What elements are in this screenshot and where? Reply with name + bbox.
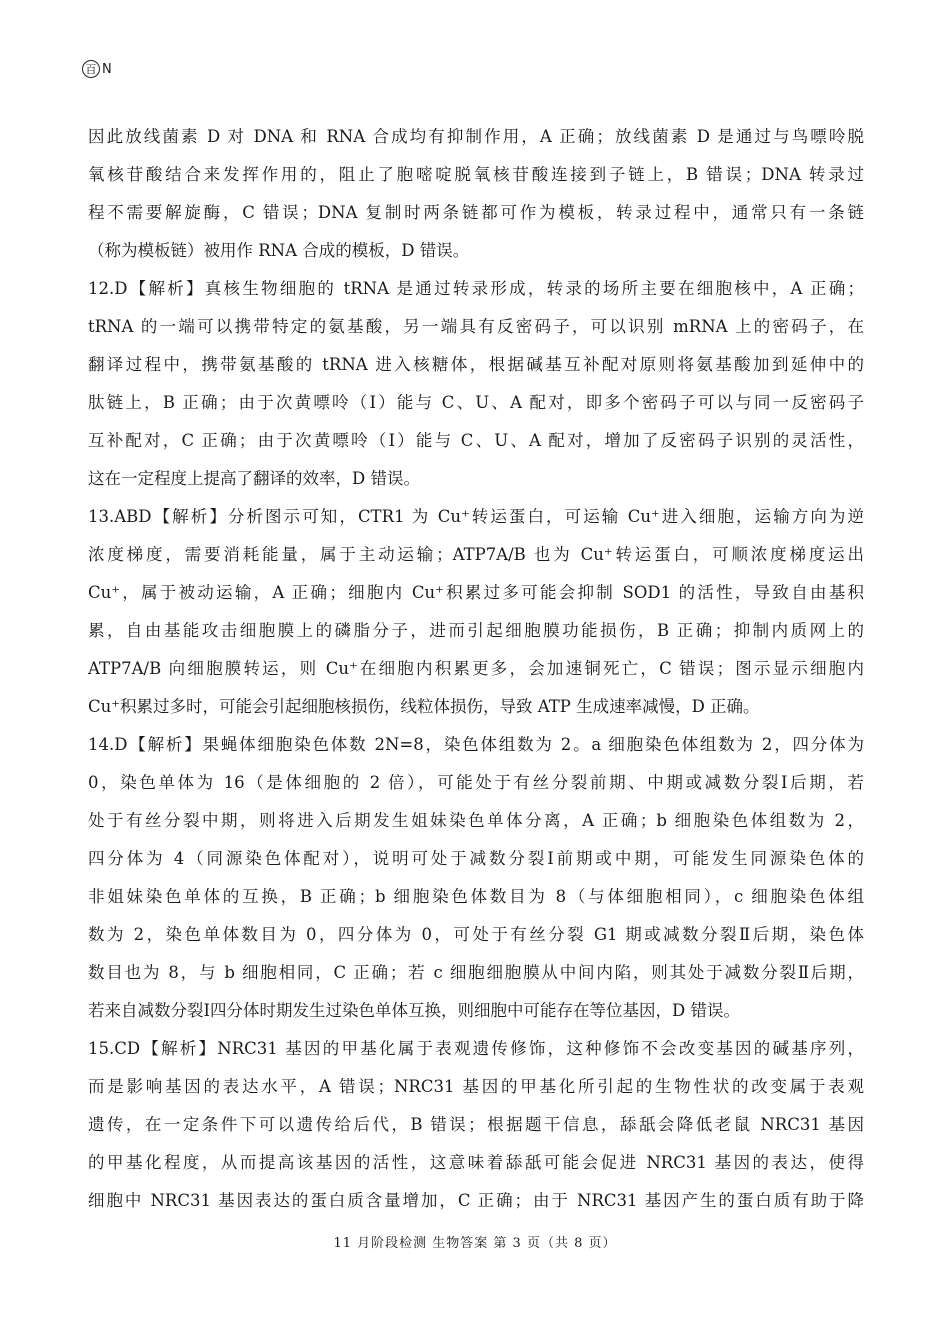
text-line: 互补配对，C 正确；由于次黄嘌呤（I）能与 C、U、A 配对，增加了反密码子识别的灵活性， xyxy=(88,431,864,450)
text-line: 数为 2，染色单体数目为 0，四分体为 0，可处于有丝分裂 G1 期或减数分裂Ⅱ后期，染色体 xyxy=(88,925,864,944)
text-line: tRNA 的一端可以携带特定的氨基酸，另一端具有反密码子，可以识别 mRNA 上的密码子，在 xyxy=(88,317,864,336)
text-line: 非姐妹染色单体的互换，B 正确；b 细胞染色体数目为 8（与体细胞相同），c 细胞染色体组 xyxy=(88,887,864,906)
logo xyxy=(82,58,112,80)
page-footer: 11 月阶段检测 生物答案 第 3 页（共 8 页） xyxy=(333,1236,617,1251)
text-line: 遗传，在一定条件下可以遗传给后代，B 错误；根据题干信息，舔舐会降低老鼠 NRC31 基因 xyxy=(88,1115,864,1134)
text-line: 氧核苷酸结合来发挥作用的，阻止了胞嘧啶脱氧核苷酸连接到子链上，B 错误；DNA 转录过 xyxy=(88,165,864,184)
text-line: ATP7A/B 向细胞膜转运，则 Cu⁺在细胞内积累更多，会加速铜死亡，C 错误；图示显示细胞内 xyxy=(88,659,864,678)
logo-circle-icon: 百 xyxy=(82,60,100,78)
logo-letter: N xyxy=(102,61,112,77)
text-line: 这在一定程度上提高了翻译的效率，D 错误。 xyxy=(88,469,420,488)
text-line: 0，染色单体为 16（是体细胞的 2 倍），可能处于有丝分裂前期、中期或减数分裂Ⅰ后期，若 xyxy=(88,773,864,792)
text-line: 15.CD【解析】NRC31 基因的甲基化属于表观遗传修饰，这种修饰不会改变基因的碱基序列， xyxy=(88,1039,864,1058)
text-line: 12.D【解析】真核生物细胞的 tRNA 是通过转录形成，转录的场所主要在细胞核中，A 正确； xyxy=(88,279,864,298)
text-line: 数目也为 8，与 b 细胞相同，C 正确；若 c 细胞细胞膜从中间内陷，则其处于减数分裂Ⅱ后期， xyxy=(88,963,864,982)
text-line: 14.D【解析】果蝇体细胞染色体数 2N=8，染色体组数为 2。a 细胞染色体组数为 2，四分体为 xyxy=(88,735,864,754)
text-line: （称为模板链）被用作 RNA 合成的模板，D 错误。 xyxy=(88,241,470,260)
text-line: Cu⁺积累过多时，可能会引起细胞核损伤，线粒体损伤，导致 ATP 生成速率减慢，D 正确。 xyxy=(88,697,760,716)
text-line: 而是影响基因的表达水平，A 错误；NRC31 基因的甲基化所引起的生物性状的改变属于表观 xyxy=(88,1077,864,1096)
text-line: 四分体为 4（同源染色体配对），说明可处于减数分裂Ⅰ前期或中期，可能发生同源染色体的 xyxy=(88,849,864,868)
text-line: 累，自由基能攻击细胞膜上的磷脂分子，进而引起细胞膜功能损伤，B 正确；抑制内质网上的 xyxy=(88,621,864,640)
text-line: 13.ABD【解析】分析图示可知，CTR1 为 Cu⁺转运蛋白，可运输 Cu⁺进入细胞，运输方向为逆 xyxy=(88,507,864,526)
text-line: 翻译过程中，携带氨基酸的 tRNA 进入核糖体，根据碱基互补配对原则将氨基酸加到延伸中的 xyxy=(88,355,864,374)
text-line: 程不需要解旋酶，C 错误；DNA 复制时两条链都可作为模板，转录过程中，通常只有一条链 xyxy=(88,203,864,222)
text-line: 因此放线菌素 D 对 DNA 和 RNA 合成均有抑制作用，A 正确；放线菌素 D 是通过与鸟嘌呤脱 xyxy=(88,127,864,146)
text-line: 细胞中 NRC31 基因表达的蛋白质含量增加，C 正确；由于 NRC31 基因产生的蛋白质有助于降 xyxy=(88,1191,864,1210)
text-line: 浓度梯度，需要消耗能量，属于主动运输；ATP7A/B 也为 Cu⁺转运蛋白，可顺浓度梯度运出 xyxy=(88,545,864,564)
text-line: 的甲基化程度，从而提高该基因的活性，这意味着舔舐可能会促进 NRC31 基因的表达，使得 xyxy=(88,1153,864,1172)
text-line: Cu⁺，属于被动运输，A 正确；细胞内 Cu⁺积累过多可能会抑制 SOD1 的活性，导致自由基积 xyxy=(88,583,864,602)
text-line: 处于有丝分裂中期，则将进入后期发生姐妹染色单体分离，A 正确；b 细胞染色体组数为 2， xyxy=(88,811,864,830)
answer-text-body xyxy=(88,118,864,1220)
text-line: 肽链上，B 正确；由于次黄嘌呤（I）能与 C、U、A 配对，即多个密码子可以与同一反密码子 xyxy=(88,393,864,412)
text-line: 若来自减数分裂Ⅰ四分体时期发生过染色单体互换，则细胞中可能存在等位基因，D 错误。 xyxy=(88,1001,740,1020)
